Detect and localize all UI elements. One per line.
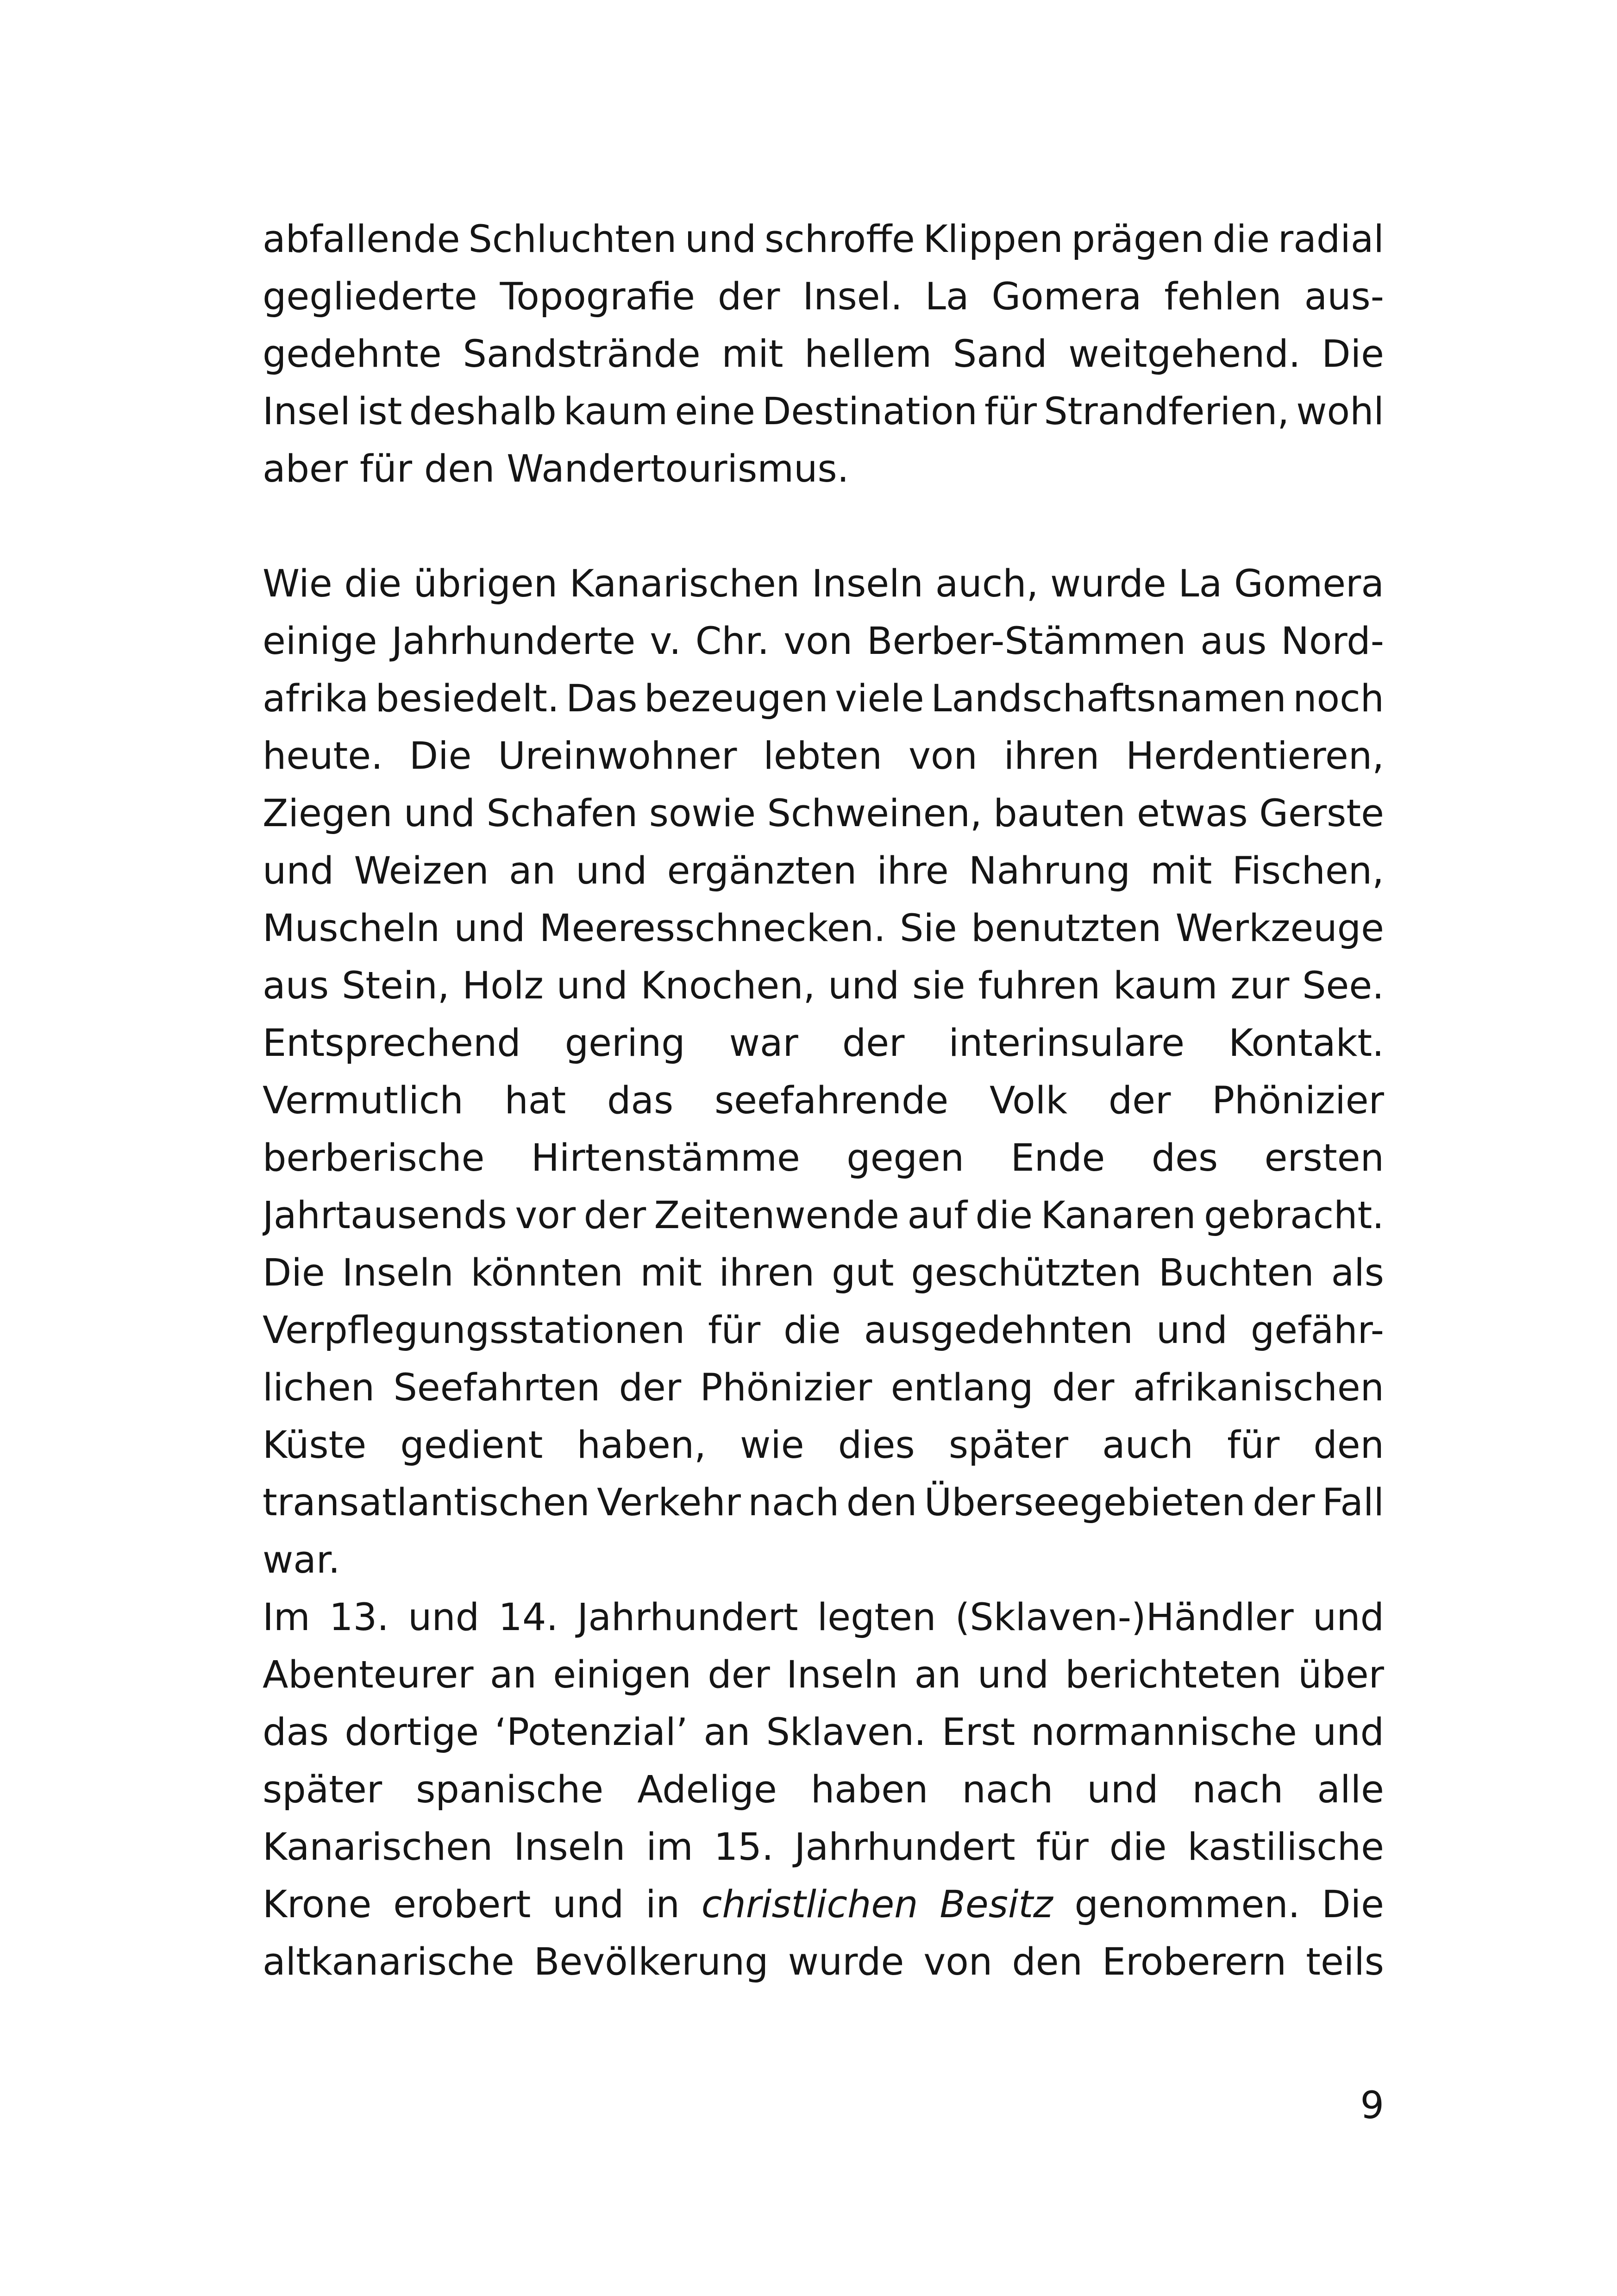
text-line: berberische Hirtenstämme gegen Ende des ersten (263, 1136, 1384, 1180)
text-line: aber für den Wandertourismus. (263, 447, 849, 491)
text-line: Muscheln und Meeresschnecken. Sie benutzten Werkzeuge (263, 907, 1384, 950)
text-line: Im 13. und 14. Jahrhundert legten (Sklaven-)Händler und (263, 1596, 1384, 1639)
paragraph (263, 211, 1384, 498)
text-line: altkanarische Bevölkerung wurde von den Eroberern teils (263, 1940, 1384, 1984)
text-line: gedehnte Sandstrände mit hellem Sand weitgehend. Die (263, 332, 1384, 376)
text-line: Verpflegungsstationen für die ausgedehnten und gefähr- (263, 1309, 1384, 1352)
text-line: Die Inseln könnten mit ihren gut geschützten Buchten als (263, 1251, 1384, 1295)
text-line: gegliederte Topografie der Insel. La Gomera fehlen aus- (263, 275, 1384, 319)
text-line: später spanische Adelige haben nach und nach alle (263, 1768, 1384, 1812)
text-line: Jahrtausends vor der Zeitenwende auf die Kanaren gebracht. (263, 1194, 1384, 1237)
paragraph (263, 555, 1384, 1589)
text-line: und Weizen an und ergänzten ihre Nahrung mit Fischen, (263, 849, 1384, 893)
text-line: transatlantischen Verkehr nach den Überseegebieten der Fall (263, 1481, 1384, 1524)
text-line: Insel ist deshalb kaum eine Destination für Strandferien, wohl (263, 390, 1384, 433)
text-line: Abenteurer an einigen der Inseln an und berichteten über (263, 1653, 1384, 1697)
text-line: aus Stein, Holz und Knochen, und sie fuhren kaum zur See. (263, 964, 1384, 1008)
text-line: Küste gedient haben, wie dies später auch für den (263, 1424, 1384, 1467)
text-line: Wie die übrigen Kanarischen Inseln auch, wurde La Gomera (263, 562, 1384, 606)
text-line: einige Jahrhunderte v. Chr. von Berber-Stämmen aus Nord- (263, 620, 1384, 663)
paragraph (263, 1589, 1384, 1991)
text-line: Entsprechend gering war der interinsulare Kontakt. (263, 1022, 1384, 1065)
text-line: heute. Die Ureinwohner lebten von ihren Herdentieren, (263, 734, 1384, 778)
text-line: Kanarischen Inseln im 15. Jahrhundert für die kastilische (263, 1826, 1384, 1869)
body-text (263, 211, 1384, 1991)
paragraph-spacer (263, 498, 1384, 555)
text-line: Krone erobert und in christlichen Besitz genommen. Die (263, 1883, 1384, 1926)
text-line: war. (263, 1538, 340, 1582)
text-line: afrika besiedelt. Das bezeugen viele Landschaftsnamen noch (263, 677, 1384, 721)
text-line: Vermutlich hat das seefahrende Volk der Phönizier (263, 1079, 1384, 1123)
text-line: das dortige ‘Potenzial’ an Sklaven. Erst normannische und (263, 1711, 1384, 1754)
page-number: 9 (1360, 2084, 1384, 2127)
text-line: lichen Seefahrten der Phönizier entlang der afrikanischen (263, 1366, 1384, 1410)
text-line: abfallende Schluchten und schroffe Klippen prägen die radial (263, 218, 1384, 261)
text-line: Ziegen und Schafen sowie Schweinen, bauten etwas Gerste (263, 792, 1384, 835)
